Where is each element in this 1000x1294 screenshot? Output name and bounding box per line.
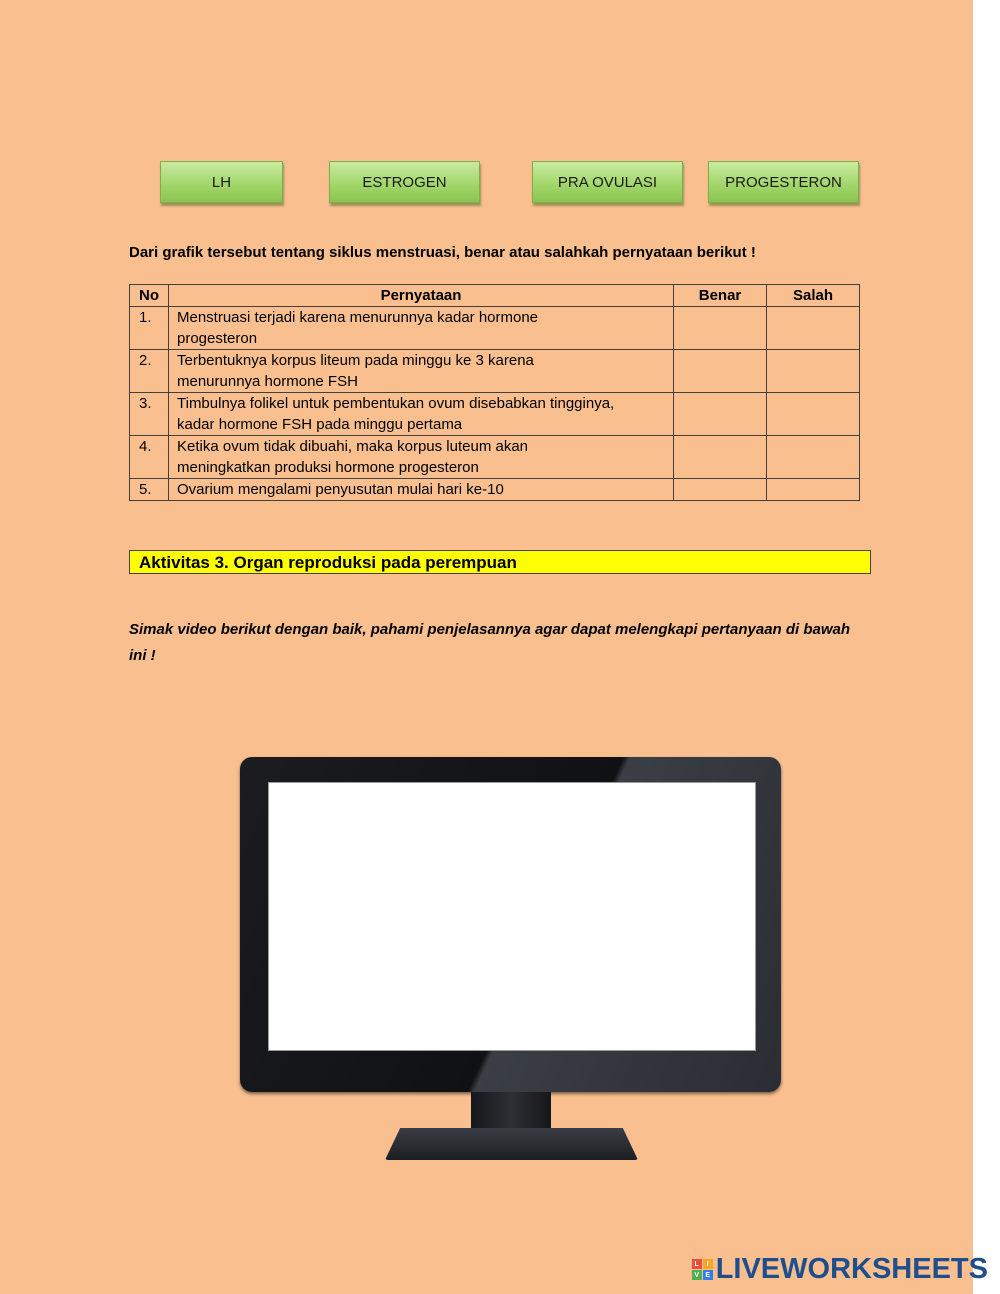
header-pernyataan: Pernyataan [169, 285, 674, 307]
salah-answer-cell[interactable] [767, 436, 860, 479]
statement-cell [169, 393, 674, 436]
table-row [130, 307, 860, 350]
table-row [130, 393, 860, 436]
statement-line: Timbulnya folikel untuk pembentukan ovum disebabkan tingginya, [177, 395, 615, 412]
logo-tiles-icon [692, 1259, 713, 1280]
table-header-row [130, 285, 860, 307]
statement-line: Ovarium mengalami penyusutan mulai hari ke-10 [177, 481, 504, 498]
monitor-stand-base [385, 1128, 638, 1160]
header-no: No [130, 285, 169, 307]
statement-line: kadar hormone FSH pada minggu pertama [177, 416, 463, 433]
table-row [130, 479, 860, 501]
header-salah: Salah [767, 285, 860, 307]
word-bank-lh-button[interactable]: LH [160, 161, 283, 203]
benar-answer-cell[interactable] [674, 393, 767, 436]
statement-line: Menstruasi terjadi karena menurunnya kadar hormone [177, 309, 539, 326]
word-bank-estrogen-button[interactable]: ESTROGEN [329, 161, 480, 203]
benar-answer-cell[interactable] [674, 350, 767, 393]
row-number: 3. [130, 393, 169, 436]
liveworksheets-logo[interactable] [692, 1253, 988, 1286]
table-row [130, 350, 860, 393]
statement-cell [169, 436, 674, 479]
video-player-screen[interactable] [268, 782, 756, 1051]
video-instruction: Simak video berikut dengan baik, pahami penjelasannya agar dapat melengkapi pertanyaan di bawah ini ! [129, 621, 851, 664]
statement-line: Ketika ovum tidak dibuahi, maka korpus luteum akan [177, 438, 529, 455]
salah-answer-cell[interactable] [767, 307, 860, 350]
statement-cell [169, 479, 674, 501]
logo-text: LIVEWORKSHEETS [715, 1253, 988, 1285]
statement-cell [169, 350, 674, 393]
benar-answer-cell[interactable] [674, 479, 767, 501]
word-bank-progesteron-button[interactable]: PROGESTERON [708, 161, 859, 203]
table-instruction: Dari grafik tersebut tentang siklus menstruasi, benar atau salahkah pernyataan berikut ! [129, 244, 756, 261]
video-monitor [240, 757, 781, 1092]
benar-answer-cell[interactable] [674, 436, 767, 479]
row-number: 2. [130, 350, 169, 393]
row-number: 4. [130, 436, 169, 479]
word-bank-pra-ovulasi-button[interactable]: PRA OVULASI [532, 161, 683, 203]
logo-tile: V [692, 1270, 702, 1280]
row-number: 5. [130, 479, 169, 501]
table-row [130, 436, 860, 479]
row-number: 1. [130, 307, 169, 350]
logo-tile: I [703, 1259, 713, 1269]
logo-tile: L [692, 1259, 702, 1269]
benar-answer-cell[interactable] [674, 307, 767, 350]
activity-heading: Aktivitas 3. Organ reproduksi pada perempuan [129, 550, 871, 574]
statement-cell [169, 307, 674, 350]
salah-answer-cell[interactable] [767, 479, 860, 501]
salah-answer-cell[interactable] [767, 350, 860, 393]
monitor-stand-neck [471, 1092, 551, 1132]
logo-tile: E [703, 1270, 713, 1280]
statement-line: Terbentuknya korpus liteum pada minggu ke 3 karena [177, 352, 534, 369]
statement-line: progesteron [177, 330, 258, 347]
statement-line: meningkatkan produksi hormone progesteron [177, 459, 479, 476]
salah-answer-cell[interactable] [767, 393, 860, 436]
statement-table [129, 284, 860, 501]
statement-line: menurunnya hormone FSH [177, 373, 358, 390]
header-benar: Benar [674, 285, 767, 307]
